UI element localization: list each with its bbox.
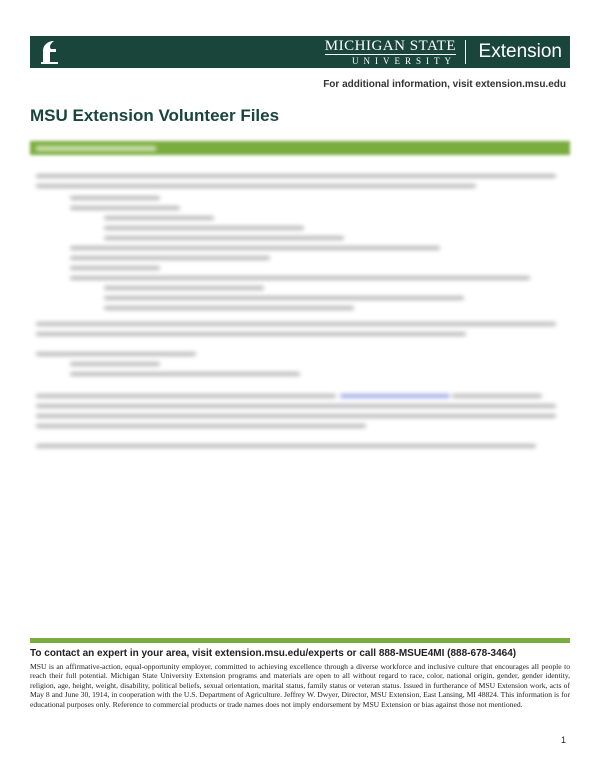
blurred-line: [70, 276, 530, 280]
spartan-helmet-icon: [34, 37, 64, 67]
blurred-line: [70, 256, 270, 260]
blurred-line: [36, 394, 336, 398]
blurred-line: [70, 266, 160, 270]
blurred-line: [104, 306, 354, 310]
contact-line: To contact an expert in your area, visit extension.msu.edu/experts or call 888-MSUE4MI (888-678-3464): [30, 648, 517, 659]
blurred-line: [36, 444, 536, 448]
page-number: 1: [560, 735, 566, 745]
blurred-line: [70, 196, 160, 200]
blurred-line: [104, 226, 304, 230]
header-bar: [30, 36, 570, 68]
blurred-line: [36, 332, 466, 336]
blurred-line: [104, 286, 264, 290]
blurred-line: [104, 236, 344, 240]
blurred-link: [340, 394, 450, 398]
disclaimer-text: MSU is an affirmative-action, equal-opportunity employer, committed to achieving excellence through a diverse workforce and inclusive culture that encourages all people to reach their full potential. Michigan State University Extension programs and materials are open to all without regard to race, color, national origin, gender, gender identity, religion, age, height, weight, disability, political beliefs, sexual orientation, marital status, family status or veteran status. Issued in furtherance of MSU Extension work, acts of May 8 and June 30, 1914, in cooperation with the U.S. Department of Agriculture. Jeffrey W. Dwyer, Director, MSU Extension, East Lansing, MI 48824. This information is for educational purposes only. Reference to commercial products or trade names does not imply endorsement by MSU Extension or bias against those not mentioned.: [30, 662, 570, 709]
blurred-line: [70, 206, 180, 210]
blurred-line: [104, 216, 214, 220]
wordmark-line2: UNIVERSITY: [352, 56, 456, 66]
blurred-line: [36, 404, 556, 408]
additional-info-link[interactable]: For additional information, visit extension.msu.edu: [323, 79, 566, 90]
extension-label: Extension: [478, 41, 562, 62]
msu-wordmark: [325, 39, 456, 67]
blurred-line: [36, 424, 366, 428]
blurred-line: [36, 352, 196, 356]
page-title: MSU Extension Volunteer Files: [30, 106, 280, 125]
blurred-line: [70, 372, 300, 376]
blurred-section-heading: [36, 146, 156, 151]
wordmark-divider: [465, 40, 466, 64]
wordmark-line1: MICHIGAN STATE: [324, 38, 456, 54]
footer-rule: [30, 638, 570, 643]
blurred-line: [70, 362, 160, 366]
blurred-line: [36, 174, 556, 178]
blurred-line: [70, 246, 440, 250]
blurred-line: [452, 394, 542, 398]
blurred-line: [36, 322, 556, 326]
blurred-line: [104, 296, 464, 300]
blurred-line: [36, 414, 556, 418]
blurred-line: [36, 184, 476, 188]
